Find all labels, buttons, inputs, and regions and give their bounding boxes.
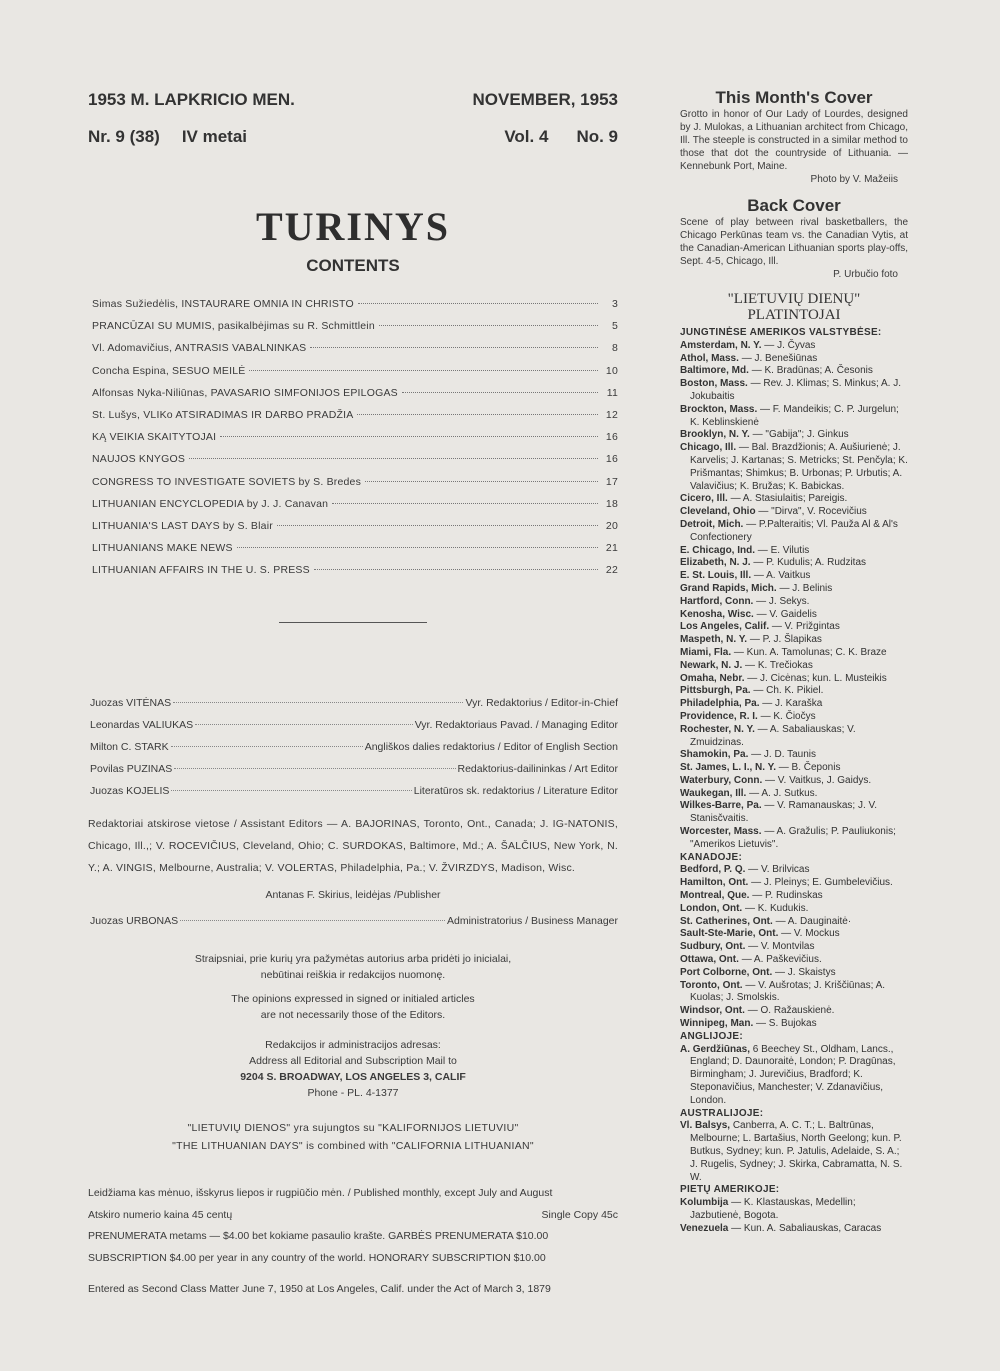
toc-entry-page: 10 (605, 364, 618, 377)
distributor-names: — S. Bujokas (756, 1018, 817, 1030)
distributor-names: — J. Benešiūnas (741, 352, 818, 364)
disclaimer-lt-line: nebūtinai reiškia ir redakcijos nuomonę. (260, 969, 446, 982)
toc-entry-title: LITHUANIAN AFFAIRS IN THE U. S. PRESS (92, 564, 310, 577)
toc-entry-title: LITHUANIAN ENCYCLOPEDIA by J. J. Canavan (92, 497, 329, 510)
distributor-place: Cicero, Ill. (680, 493, 728, 505)
distributor-place: Boston, Mass. (680, 378, 748, 390)
distributors-heading-line: PLATINTOJAI (747, 307, 841, 323)
distributor-place: Omaha, Nebr. (680, 672, 745, 684)
distributor-names: — "Gabija"; J. Ginkus (752, 429, 849, 441)
address-block (88, 1037, 618, 1101)
merger-note (88, 1119, 618, 1155)
leader-dots (365, 481, 598, 482)
en-volume: Vol. 4 (504, 127, 549, 146)
distributor-place: Los Angeles, Calif. (680, 621, 770, 633)
page-title: TURINYS (255, 204, 451, 249)
publication-info (88, 1183, 618, 1269)
staff-row (88, 697, 618, 719)
disclaimer-lt-line: Straipsniai, prie kurių yra pažymėtas autorius arba pridėti jo inicialai, (194, 953, 512, 966)
distributor-entry (680, 621, 908, 634)
distributor-names: — P. Kudulis; A. Rudzitas (753, 557, 867, 569)
distributor-place: Cleveland, Ohio (680, 506, 756, 518)
toc-entry-page: 22 (605, 564, 618, 577)
distributor-entry (680, 864, 908, 877)
distributor-entry (680, 1223, 908, 1236)
distributor-entry (680, 429, 908, 442)
distributor-names: — Kun. A. Sabaliauskas, Caracas (731, 1222, 882, 1234)
single-copy-row (88, 1205, 618, 1227)
toc-entry-page: 11 (606, 386, 618, 399)
distributor-entry (680, 788, 908, 801)
leader-dots (174, 768, 455, 769)
distributor-place: Shamokin, Pa. (680, 749, 749, 761)
toc-entry-page: 5 (611, 320, 618, 333)
distributor-entry (680, 724, 908, 750)
administrator-name: Juozas URBONAS (90, 915, 179, 928)
distributor-names: — A. Vaitkus (753, 570, 811, 582)
toc-entry-title: Simas Sužiedėlis, INSTAURARE OMNIA IN CHRISTO (92, 298, 354, 310)
distributor-place: Maspeth, N. Y. (680, 634, 748, 646)
distributor-names: — K. Trečiokas (745, 659, 813, 671)
publisher-line: Antanas F. Skirius, leidėjas /Publisher (265, 889, 441, 902)
distributor-entry (680, 647, 908, 660)
distributor-entry (680, 353, 908, 366)
region-heading: KANADOJE: (680, 851, 743, 863)
frequency-line: Leidžiama kas mėnuo, išskyrus liepos ir rugpiūčio mėn. / Published monthly, except July and August (88, 1187, 553, 1200)
leader-dots (314, 569, 598, 570)
disclaimer-en (88, 991, 618, 1023)
cover-heading: This Month's Cover (715, 88, 873, 107)
leader-dots (358, 303, 598, 304)
distributor-entry (680, 660, 908, 673)
distributor-entry (680, 711, 908, 724)
distributor-entry (680, 404, 908, 430)
toc-entry-title: Vl. Adomavičius, ANTRASIS VABALNINKAS (92, 342, 307, 355)
region-heading: PIETŲ AMERIKOJE: (680, 1184, 780, 1196)
toc-entry-page: 18 (605, 497, 618, 510)
distributor-names: — K. Bradūnas; A. Česonis (751, 365, 873, 377)
toc-entry-page: 21 (605, 542, 618, 555)
distributor-names: — B. Čeponis (778, 762, 841, 774)
distributor-entry (680, 890, 908, 903)
distributor-entry (680, 634, 908, 647)
address-line: Address all Editorial and Subscription Mail to (249, 1055, 457, 1068)
distributor-place: Montreal, Que. (680, 890, 750, 902)
cover-text: Grotto in honor of Our Lady of Lourdes, designed by J. Mulokas, a Lithuanian architect from Chicago, Ill. The steeple is constructed in a similar method to those that dot the countryside of Lithuania. — Kennebunk Port, Maine. (680, 109, 908, 172)
toc-entry (88, 387, 618, 409)
distributor-entry (680, 685, 908, 698)
administrator-role: Administratorius / Business Manager (447, 915, 618, 928)
toc-entry (88, 453, 618, 475)
distributor-place: E. St. Louis, Ill. (680, 570, 752, 582)
merger-note-en: "THE LITHUANIAN DAYS" is combined with "CALIFORNIA LITHUANIAN" (172, 1140, 534, 1153)
disclaimer-lt (88, 951, 618, 983)
distributor-place: Elizabeth, N. J. (680, 557, 751, 569)
distributor-place: Brockton, Mass. (680, 403, 758, 415)
masthead-row-2 (88, 127, 618, 147)
distributor-names: — J. Pleinys; E. Gumbelevičius. (751, 877, 893, 889)
distributor-place: Philadelphia, Pa. (680, 698, 760, 710)
staff-role: Literatūros sk. redaktorius / Literature Editor (413, 785, 618, 798)
distributor-place: Baltimore, Md. (680, 365, 749, 377)
assistant-editors: Redaktoriai atskirose vietose / Assistant Editors — A. BAJORINAS, Toronto, Ont., Canada; J. IG-NATONIS, Chicago, Ill.,; V. ROCEVIČIUS, Cleveland, Ohio; C. SURDOKAS, Baltimore, Md.; A. ŠALČIUS, New York, N. Y.; A. VINGIS, Melbourne, Australia; V. VOLERTAS, Philadelphia, Pa.; V. ŽVIRZDYS, Madison, Wisc. (88, 818, 618, 875)
distributor-names: — J. Čyvas (764, 339, 816, 351)
address-street-text: 9204 S. BROADWAY, LOS ANGELES 3, CALIF (240, 1071, 466, 1084)
distributor-place: Sudbury, Ont. (680, 941, 746, 953)
toc-entry (88, 564, 618, 586)
distributor-place: St. James, L. I., N. Y. (680, 762, 776, 774)
distributor-entry (680, 506, 908, 519)
distributor-entry (680, 877, 908, 890)
leader-dots (173, 702, 463, 703)
disclaimer-en-line: The opinions expressed in signed or initialed articles (231, 993, 475, 1006)
back-cover-credit: P. Urbučio foto (833, 269, 898, 280)
distributor-place: Toronto, Ont. (680, 979, 743, 991)
distributor-entry (680, 557, 908, 570)
leader-dots (310, 347, 598, 348)
distributor-place: Bedford, P. Q. (680, 864, 746, 876)
distributor-names: — V. Mockus (781, 928, 840, 940)
distributor-place: Hamilton, Ont. (680, 877, 749, 889)
toc-entry-title: Concha Espina, SESUO MEILĖ (92, 364, 246, 377)
distributor-names: — J. Skaistys (775, 966, 836, 978)
leader-dots (357, 414, 598, 415)
leader-dots (180, 920, 445, 921)
distributor-names: — A. Dauginaitė· (775, 915, 852, 927)
cover-credit: Photo by V. Mažeiis (810, 174, 898, 185)
distributor-names: — V. Aušrotas; J. Kriščiūnas; A. Kuolas; J. Smolskis. (690, 979, 886, 1004)
en-issue (504, 127, 618, 147)
toc-entry (88, 498, 618, 520)
staff-row (88, 763, 618, 785)
distributor-names: — P. J. Šlapikas (749, 634, 822, 646)
leader-dots (189, 458, 598, 459)
distributor-entry (680, 609, 908, 622)
staff-name: Leonardas VALIUKAS (90, 719, 194, 732)
distributor-entry (680, 1044, 908, 1108)
distributor-names: — V. Ramanauskas; J. V. Stanisčvaitis. (690, 800, 878, 825)
distributor-names: — J. Belinis (779, 582, 833, 594)
distributor-entry (680, 1018, 908, 1031)
editorial-staff (88, 697, 618, 807)
distributor-entry (680, 673, 908, 686)
leader-dots (220, 436, 598, 437)
distributor-names: — V. Prižgintas (771, 621, 840, 633)
distributor-names: — J. Sekys. (756, 595, 810, 607)
distributor-place: Ottawa, Ont. (680, 954, 739, 966)
distributor-place: Vl. Balsys, (680, 1120, 731, 1132)
staff-role: Angliškos dalies redaktorius / Editor of English Section (364, 741, 618, 754)
staff-row (88, 741, 618, 763)
distributor-entry (680, 826, 908, 852)
toc-entry (88, 342, 618, 364)
distributor-entry (680, 928, 908, 941)
toc-entry-page: 12 (605, 408, 618, 421)
distributor-place: Amsterdam, N. Y. (680, 339, 762, 351)
distributor-place: Grand Rapids, Mich. (680, 582, 777, 594)
page-subtitle: CONTENTS (306, 256, 400, 275)
distributor-place: Waukegan, Ill. (680, 787, 747, 799)
distributor-names: — Rev. J. Klimas; S. Minkus; A. J. Jokubaitis (690, 378, 901, 402)
disclaimer-en-line: are not necessarily those of the Editors. (260, 1009, 446, 1022)
lt-number: Nr. 9 (38) (88, 127, 160, 146)
toc-entry-page: 16 (605, 453, 618, 466)
single-copy-lt: Atskiro numerio kaina 45 centų (88, 1208, 233, 1221)
distributor-entry (680, 762, 908, 775)
en-number: No. 9 (576, 127, 618, 146)
distributor-place: Kenosha, Wisc. (680, 608, 754, 620)
toc-entry (88, 409, 618, 431)
distributor-names: — K. Klastauskas, Medellin; Jazbutienė, Bogota. (690, 1197, 856, 1221)
distributor-entry (680, 1120, 908, 1184)
merger-note-lt: "LIETUVIŲ DIENOS" yra sujungtos su "KALIFORNIJOS LIETUVIU" (187, 1122, 519, 1135)
distributor-names: — A. Sabaliauskas; V. Zmuidzinas. (690, 723, 856, 748)
leader-dots (171, 790, 411, 791)
distributor-place: Venezuela (680, 1222, 729, 1234)
toc-entry-title: CONGRESS TO INVESTIGATE SOVIETS by S. Bredes (92, 475, 362, 488)
distributor-place: Windsor, Ont. (680, 1005, 745, 1017)
distributor-names: — J. Cicėnas; kun. L. Musteikis (747, 672, 887, 684)
leader-dots (379, 325, 598, 326)
leader-dots (171, 746, 363, 747)
distributor-place: Rochester, N. Y. (680, 723, 755, 735)
distributor-names: — Kun. A. Tamolunas; C. K. Braze (733, 646, 887, 658)
leader-dots (277, 525, 598, 526)
distributor-names: — E. Vilutis (757, 544, 810, 556)
distributor-place: Wilkes-Barre, Pa. (680, 800, 762, 812)
distributor-entry (680, 800, 908, 826)
masthead-row-1 (88, 90, 618, 110)
single-copy-en: Single Copy 45c (541, 1208, 618, 1221)
distributor-entry (680, 749, 908, 762)
phone: Phone - PL. 4-1377 (307, 1087, 399, 1100)
distributors-list (680, 327, 908, 1236)
distributor-entry (680, 493, 908, 506)
staff-role: Redaktorius-dailininkas / Art Editor (457, 763, 618, 776)
address-line: Redakcijos ir administracijos adresas: (265, 1039, 441, 1052)
staff-role: Vyr. Redaktorius / Editor-in-Chief (465, 697, 618, 710)
distributor-place: Sault-Ste-Marie, Ont. (680, 928, 779, 940)
distributor-place: Athol, Mass. (680, 352, 739, 364)
leader-dots (249, 370, 598, 371)
distributor-place: A. Gerdžiūnas, (680, 1043, 751, 1055)
distributor-entry (680, 442, 908, 493)
staff-row (88, 785, 618, 807)
leader-dots (237, 547, 598, 548)
toc-entry-page: 3 (611, 298, 618, 310)
distributor-place: London, Ont. (680, 902, 743, 914)
leader-dots (402, 392, 598, 393)
leader-dots (332, 503, 598, 504)
left-column (88, 88, 618, 1295)
toc-entry-title: St. Lušys, VLIKo ATSIRADIMAS IR DARBO PRADŽIA (92, 408, 354, 421)
subscription-lt: PRENUMERATA metams — $4.00 bet kokiame pasaulio krašte. GARBĖS PRENUMERATA $10.00 (88, 1230, 549, 1243)
distributor-names: — F. Mandeikis; C. P. Jurgelun; K. Keblinskienė (690, 403, 899, 428)
toc-entry (88, 520, 618, 542)
distributor-entry (680, 365, 908, 378)
distributor-names: — O. Ražauskienė. (747, 1005, 835, 1017)
distributor-entry (680, 340, 908, 353)
distributor-place: Detroit, Mich. (680, 518, 744, 530)
right-column (680, 88, 908, 1236)
distributor-place: Worcester, Mass. (680, 826, 762, 838)
staff-name: Juozas KOJELIS (90, 785, 170, 798)
distributor-entry (680, 378, 908, 404)
distributor-names: — V. Brilvicas (748, 864, 810, 876)
distributor-names: — Bal. Brazdžionis; A. Aušiurienė; J. Karvelis; J. Kartanas; S. Metricks; St. Penčyla; K. Prišmantas; Shimkus; B. Urbonas; P. Urbutis; A. Valavičius; K. Bružas; K. Babickas. (690, 442, 908, 492)
distributor-place: Hartford, Conn. (680, 595, 754, 607)
distributors-heading (680, 291, 908, 323)
subscription-en: SUBSCRIPTION $4.00 per year in any country of the world. HONORARY SUBSCRIPTION $10.00 (88, 1251, 546, 1264)
distributor-place: St. Catherines, Ont. (680, 915, 773, 927)
distributor-entry (680, 519, 908, 545)
distributor-names: 6 Beechey St., Oldham, Lancs., England; D. Daunoraitė, London; P. Dragūnas, Birmingham; J. Jurevičius, Bradford; K. Steponavičius, Manchester; V. Zdanavičius, London. (690, 1043, 896, 1106)
staff-row (88, 719, 618, 741)
distributor-entry (680, 916, 908, 929)
distributor-names: — V. Gaidelis (756, 608, 817, 620)
distributor-place: Pittsburgh, Pa. (680, 685, 751, 697)
distributor-entry (680, 967, 908, 980)
toc-entry-title: Alfonsas Nyka-Niliūnas, PAVASARIO SIMFONIJOS EPILOGAS (92, 386, 398, 399)
region-heading: AUSTRALIJOJE: (680, 1107, 764, 1119)
toc-entry-page: 17 (605, 475, 618, 488)
distributor-names: — J. Karaška (762, 698, 823, 710)
distributor-names: — Ch. K. Pikiel. (753, 685, 824, 697)
toc-entry (88, 431, 618, 453)
toc-entry (88, 320, 618, 342)
toc-entry (88, 542, 618, 564)
distributor-entry (680, 941, 908, 954)
toc-entry-page: 8 (611, 342, 618, 355)
lt-date: 1953 M. LAPKRICIO MEN. (88, 90, 295, 109)
distributor-names: — V. Montvilas (748, 941, 815, 953)
distributor-place: Miami, Fla. (680, 646, 732, 658)
distributor-names: — J. D. Taunis (751, 749, 816, 761)
distributor-names: — K. Čiočys (760, 710, 816, 722)
toc-entry (88, 365, 618, 387)
divider (279, 622, 427, 623)
staff-name: Juozas VITĖNAS (90, 697, 172, 710)
distributor-entry (680, 596, 908, 609)
region-heading: ANGLIJOJE: (680, 1030, 744, 1042)
distributor-names: — A. Stasiulaitis; Pareigis. (730, 493, 848, 505)
distributor-entry (680, 903, 908, 916)
distributor-entry (680, 698, 908, 711)
toc-entry (88, 476, 618, 498)
toc-entry-title: LITHUANIANS MAKE NEWS (92, 542, 233, 555)
distributor-names: — P.Palteraitis; Vl. Pauža Al & Al's Confectionery (690, 518, 898, 543)
distributor-names: — K. Kudukis. (744, 902, 809, 914)
staff-name: Milton C. STARK (90, 741, 169, 754)
address-street (88, 1069, 618, 1085)
distributor-entry (680, 583, 908, 596)
back-cover-text: Scene of play between rival basketballers, the Chicago Perkūnas team vs. the Canadian Vytis, at the Canadian-American Lithuanian sports play-offs, Sept. 4-5, Chicago, Ill. (680, 217, 908, 267)
distributor-names: — A. J. Sutkus. (749, 787, 818, 799)
distributor-entry (680, 1197, 908, 1223)
toc-entry-title: KĄ VEIKIA SKAITYTOJAI (92, 431, 217, 444)
distributor-names: — A. Gražulis; P. Pauliukonis; "Amerikos Lietuvis". (690, 826, 896, 850)
toc-entry-page: 16 (605, 431, 618, 444)
distributor-place: Port Colborne, Ont. (680, 966, 773, 978)
staff-role: Vyr. Redaktoriaus Pavad. / Managing Editor (414, 719, 618, 732)
toc-entry-page: 20 (605, 519, 618, 532)
staff-name: Povilas PUZINAS (90, 763, 173, 776)
distributor-names: — "Dirva", V. Rocevičius (758, 506, 867, 518)
distributor-entry (680, 570, 908, 583)
distributor-place: E. Chicago, Ind. (680, 544, 756, 556)
distributor-entry (680, 775, 908, 788)
toc-entry-title: PRANCŪZAI SU MUMIS, pasikalbėjimas su R. Schmittlein (92, 320, 375, 333)
lt-issue (88, 127, 247, 147)
entry-notice: Entered as Second Class Matter June 7, 1950 at Los Angeles, Calif. under the Act of March 3, 1879 (88, 1283, 551, 1296)
region-heading: JUNGTINĖSE AMERIKOS VALSTYBĖSE: (680, 327, 882, 338)
distributor-place: Newark, N. J. (680, 659, 743, 671)
distributor-entry (680, 980, 908, 1006)
distributor-entry (680, 545, 908, 558)
distributor-place: Providence, R. I. (680, 710, 758, 722)
distributor-names: — V. Vaitkus, J. Gaidys. (765, 774, 872, 786)
distributor-names: — P. Rudinskas (752, 890, 823, 902)
back-cover-heading: Back Cover (747, 196, 841, 215)
toc-entry-title: NAUJOS KNYGOS (92, 453, 186, 466)
distributor-names: — A. Paškevičius. (741, 954, 822, 966)
toc-entry-title: LITHUANIA'S LAST DAYS by S. Blair (92, 519, 273, 532)
distributor-place: Brooklyn, N. Y. (680, 429, 750, 441)
lt-year: IV metai (181, 127, 248, 146)
distributor-place: Winnipeg, Man. (680, 1018, 754, 1030)
distributor-place: Waterbury, Conn. (680, 774, 763, 786)
distributor-entry (680, 1005, 908, 1018)
distributor-place: Chicago, Ill. (680, 442, 737, 454)
distributor-entry (680, 954, 908, 967)
table-of-contents (88, 298, 618, 586)
distributor-names: Canberra, A. C. T.; L. Baltrūnas, Melbourne; L. Bartašius, North Geelong; kun. P. Butkus, Sydney; kun. P. Jatulis, Adelaide, S. A.; J. Rugelis, Sydney; J. Skirka, Cabramatta, N. S. W. (690, 1120, 903, 1183)
toc-entry (88, 298, 618, 320)
en-date: NOVEMBER, 1953 (472, 90, 618, 109)
administrator-row (88, 915, 618, 937)
distributor-place: Kolumbija (680, 1197, 729, 1209)
distributors-heading-line: "LIETUVIŲ DIENŲ" (727, 291, 861, 307)
leader-dots (195, 724, 413, 725)
